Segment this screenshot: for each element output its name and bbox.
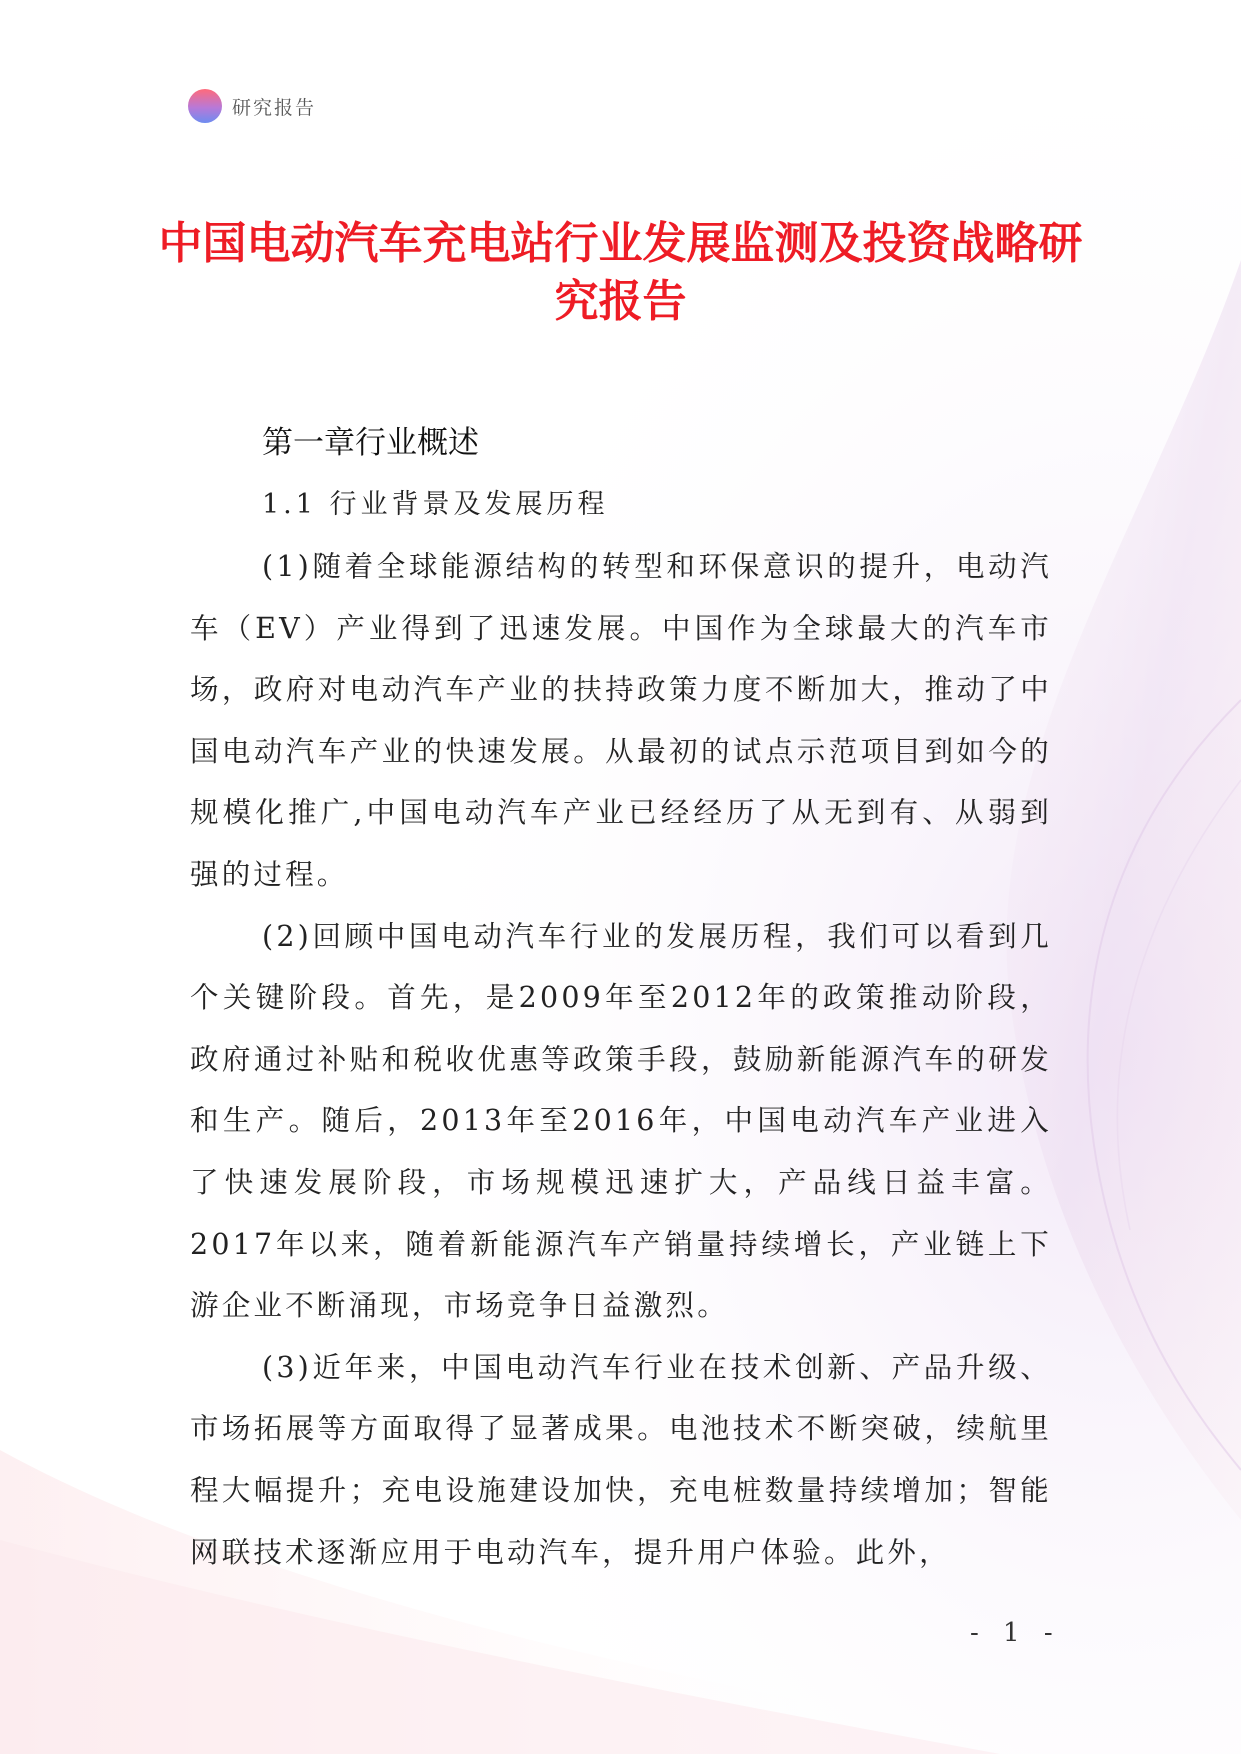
section-heading: 1.1 行业背景及发展历程 <box>262 489 609 520</box>
document-body <box>190 412 1052 1583</box>
paragraph-3: (3)近年来，中国电动汽车行业在技术创新、产品升级、市场拓展等方面取得了显著成果。电池技术不断突破，续航里程大幅提升；充电设施建设加快，充电桩数量持续增加；智能网联技术逐渐应用于电动汽车，提升用户体验。此外， <box>190 1350 1052 1569</box>
paragraph-1: (1)随着全球能源结构的转型和环保意识的提升，电动汽车（EV）产业得到了迅速发展。中国作为全球最大的汽车市场，政府对电动汽车产业的扶持政策力度不断加大，推动了中国电动汽车产业的快速发展。从最初的试点示范项目到如今的规模化推广,中国电动汽车产业已经经历了从无到有、从弱到强的过程。 <box>190 550 1052 891</box>
paragraph-2: (2)回顾中国电动汽车行业的发展历程，我们可以看到几个关键阶段。首先，是2009年至2012年的政策推动阶段，政府通过补贴和税收优惠等政策手段，鼓励新能源汽车的研发和生产。随后，2013年至2016年，中国电动汽车产业进入了快速发展阶段，市场规模迅速扩大，产品线日益丰富。2017年以来，随着新能源汽车产销量持续增长，产业链上下游企业不断涌现，市场竞争日益激烈。 <box>190 919 1052 1323</box>
document-title: 中国电动汽车充电站行业发展监测及投资战略研究报告 <box>158 218 1083 327</box>
logo-icon <box>188 89 222 123</box>
chapter-heading: 第一章行业概述 <box>262 425 479 461</box>
page-number: - 1 - <box>970 1618 1061 1648</box>
header-label: 研究报告 <box>232 96 317 119</box>
report-header <box>188 88 316 124</box>
